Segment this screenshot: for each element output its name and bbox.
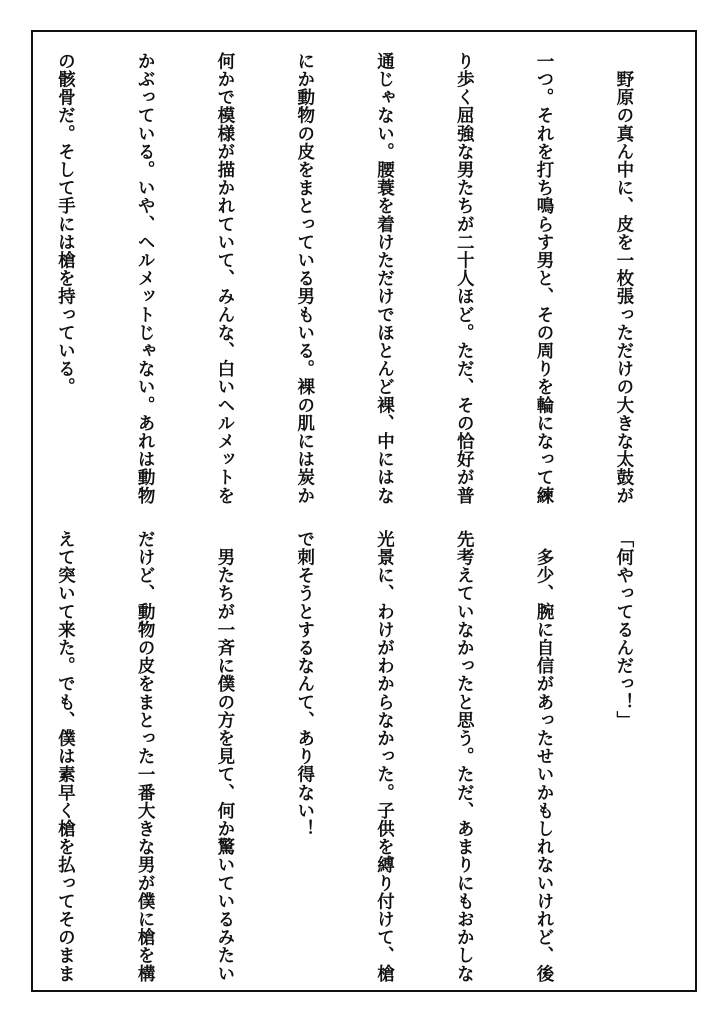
text-line: だけど、動物の皮をまとった一番大きな男が僕に槍を構	[135, 530, 156, 983]
text-line: にか動物の皮をまとっている男もいる。裸の肌には炭か	[294, 52, 315, 505]
lower-text-block	[50, 530, 690, 983]
text-line: で刺そうとするなんて、あり得ない！	[294, 530, 315, 838]
text-line: 先考えていなかったと思う。ただ、あまりにもおかしな	[454, 530, 475, 983]
text-line: 何かで模様が描かれていて、みんな、白いヘルメットを	[214, 52, 235, 505]
text-line: 通じゃない。腰蓑を着けただけでほとんど裸、中にはな	[374, 52, 395, 505]
text-line: 「何やってるんだっ！」	[613, 530, 634, 730]
text-line: 野原の真ん中に、皮を一枚張っただけの大きな太鼓が	[613, 52, 634, 505]
upper-text-block	[50, 52, 690, 505]
text-line: 一つ。それを打ち鳴らす男と、その周りを輪になって練	[534, 52, 555, 505]
text-line: の骸骨だ。そして手には槍を持っている。	[55, 52, 76, 396]
text-line: 多少、腕に自信があったせいかもしれないけれど、後	[534, 530, 555, 983]
text-line: かぶっている。いや、ヘルメットじゃない。あれは動物	[135, 52, 156, 505]
text-line: えて突いて来た。でも、僕は素早く槍を払ってそのまま	[55, 530, 76, 983]
text-line: 男たちが一斉に僕の方を見て、何か驚いているみたい	[214, 530, 235, 983]
text-line: 光景に、わけがわからなかった。子供を縛り付けて、槍	[374, 530, 395, 983]
text-line: り歩く屈強な男たちが二十人ほど。ただ、その恰好が普	[454, 52, 475, 505]
